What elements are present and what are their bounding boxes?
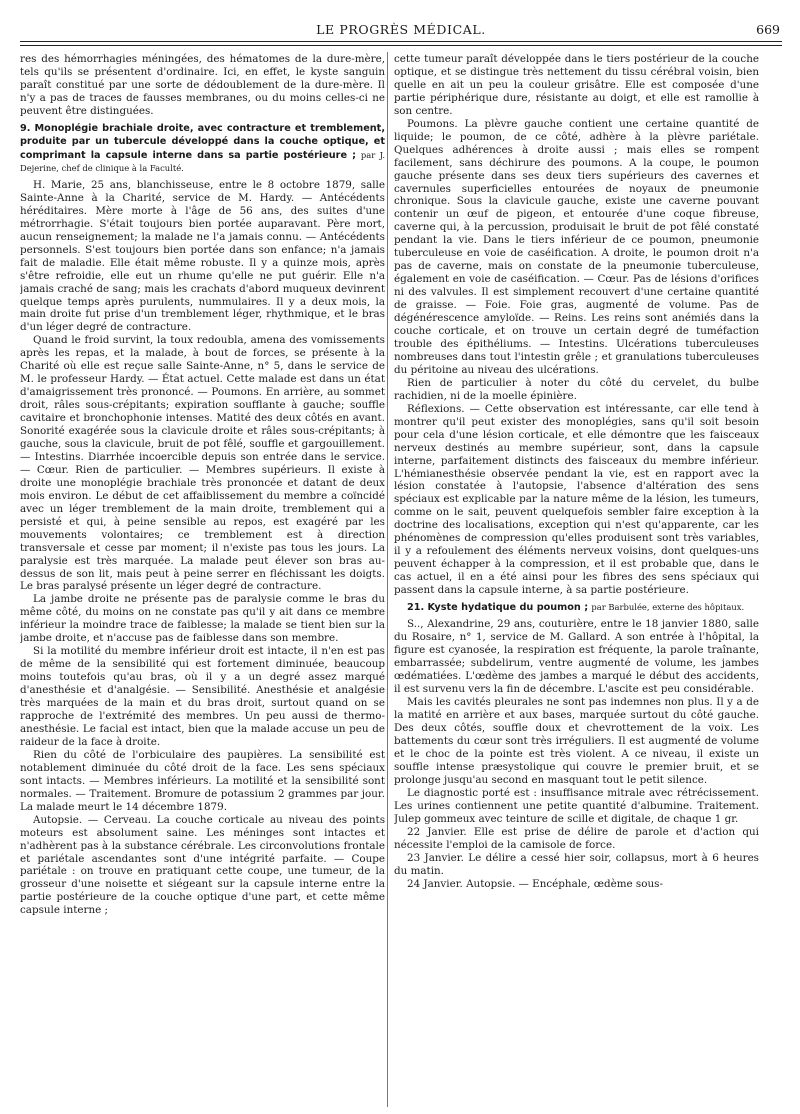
page-number: 669 [756,22,780,37]
section-byline: par J. Dejerine, chef de clinique à la Faculté. [20,149,385,173]
paragraph: Réflexions. — Cette observation est intéressante, car elle tend à montrer qu'il peut exister des monoplégies, sans qu'il soit besoin pour cela d'une lésion corticale, et elle démontre que les faisceaux nerveux destinés au membre supérieur, sont, dans la capsule interne, parfaitement distincts des faisceaux du membre inférieur. L'hémianesthésie observée pendant la vie, est en rapport avec la lésion constatée à l'autopsie, l'absence d'altération des sens spéciaux est explicable par la nature même de la lésion, les tumeurs, comme on le sait, peuvent quelquefois sembler faire exception à la doctrine des localisations, exception qui n'est qu'apparente, car les phénomènes de compression qu'elles produisent sont très variables, il y a refoulement des éléments nerveux voisins, dont quelques-uns peuvent échapper à la compression, et il est probable que, dans le cas actuel, il en a été ainsi pour les fibres des sens spéciaux qui passent dans la capsule interne, à sa partie postérieure. [394,402,759,597]
paragraph: H. Marie, 25 ans, blanchisseuse, entre le 8 octobre 1879, salle Sainte-Anne à la Charité, service de M. Hardy. — Antécédents héréditaires. Mère morte à l'âge de 56 ans, des suites d'une métrorrhagie. S'était toujours bien portée auparavant. Père mort, aucun renseignement; la malade ne l'a jamais connu. — Antécédents personnels. S'est toujours bien portée dans son enfance; n'a jamais fait de maladie. Elle était même robuste. Il y a quinze mois, après s'être refroidie, elle eut un rhume qu'elle ne put guérir. Elle n'a jamais craché de sang; mais les crachats d'abord muqueux devinrent quelque temps après purulents, nummulaires. Il y a deux mois, la main droite fut prise d'un tremblement léger, rhythmique, et le bras d'un léger degré de contracture. [20,178,385,334]
paragraph: Rien du côté de l'orbiculaire des paupières. La sensibilité est notablement diminuée du côté droit de la face. Les sens spéciaux sont intacts. — Membres inférieurs. La motilité et la sensibilité sont normales. — Traitement. Bromure de potassium 2 grammes par jour. La malade meurt le 14 décembre 1879. [20,748,385,813]
journal-title: LE PROGRÈS MÉDICAL. [316,22,486,37]
paragraph: Autopsie. — Cerveau. La couche corticale au niveau des points moteurs est absolument saine. Les méninges sont intactes et n'adhèrent pas à la substance cérébrale. Les circonvolutions frontale et pariétale ascendantes sont d'une intégrité parfaite. — Coupe pariétale : on trouve en pratiquant cette coupe, une tumeur, de la grosseur d'une noisette et siégeant sur la capsule interne entre la partie postérieure de la couche optique d'une part, et cette même capsule interne ; [20,813,385,917]
header-rule [20,41,782,42]
section-byline: par Barbulée, externe des hôpitaux. [591,602,745,613]
paragraph: S.., Alexandrine, 29 ans, couturière, entre le 18 janvier 1880, salle du Rosaire, n° 1, service de M. Gallard. A son entrée à l'hôpital, la figure est cyanosée, la respiration est fréquente, la parole traînante, embarrassée; subdelirum, ventre augmenté de volume, les jambes œdématiées. L'œdème des jambes a marqué le début des accidents, il est survenu vers la fin de décembre. L'ascite est peu considérable. [394,618,759,696]
right-column [394,53,759,1108]
paragraph: La jambe droite ne présente pas de paralysie comme le bras du même côté, du moins on ne constate pas qu'il y ait dans ce membre inférieur la moindre trace de faiblesse; la malade se tient bien sur la jambe droite, et n'accuse pas de faiblesse dans son membre. [20,593,385,645]
paragraph: Le diagnostic porté est : insuffisance mitrale avec rétrécissement. Les urines contiennent une petite quantité d'albumine. Traitement. Julep gommeux avec teinture de scille et digitale, de chaque 1 gr. [394,786,759,825]
paragraph: 24 Janvier. Autopsie. — Encéphale, œdème sous- [407,877,663,890]
paragraph: Rien de particulier à noter du côté du cervelet, du bulbe rachidien, ni de la moelle épinière. [394,376,759,402]
running-header [20,22,782,42]
left-column [20,53,385,1108]
section-heading [20,122,385,175]
header-rule-thin [20,45,782,46]
paragraph: Poumons. La plèvre gauche contient une certaine quantité de liquide; le poumon, de ce côté, adhère à la plèvre pariétale. Quelques adhérences à droite aussi ; mais elles se rompent facilement, sans déchirure des poumons. A la coupe, le poumon gauche présente dans ses deux tiers supérieurs des cavernes et cavernules superficielles entourées de noyaux de pneumonie chronique. Sous la clavicule gauche, existe une caverne pouvant contenir un œuf de pigeon, et entourée d'une coque fibreuse, caverne qui, à la percussion, produisait le bruit de pot fêlé constaté pendant la vie. Dans le tiers inférieur de ce poumon, pneumonie tuberculeuse en voie de caséification. A droite, le poumon droit n'a pas de caverne, mais on constate de la pneumonie tuberculeuse, également en voie de caséification. — Cœur. Pas de lésions d'orifices ni des valvules. Il est simplement recouvert d'une certaine quantité de graisse. — Foie. Foie gras, augmenté de volume. Pas de dégénérescence amyloïde. — Reins. Les reins sont anémiés dans la couche corticale, et on trouve un certain degré de tuméfaction trouble des épithéliums. — Intestins. Ulcérations tuberculeuses nombreuses dans tout l'intestin grêle ; et granulations tuberculeuses du péritoine au niveau des ulcérations. [394,117,759,376]
section-title: 21. Kyste hydatique du poumon ; [407,602,589,614]
paragraph: res des hémorrhagies méningées, des hématomes de la dure-mère, tels qu'ils se présentent d'ordinaire. Ici, en effet, le kyste sanguin paraît constitué par une sorte de dédoublement de la dure-mère. Il n'y a pas de traces de fausses membranes, ou du moins celles-ci ne peuvent être distinguées. [20,53,385,117]
paragraph: Si la motilité du membre inférieur droit est intacte, il n'en est pas de même de la sensibilité qui est fortement diminuée, beaucoup moins toutefois qu'au bras, où il y a un degré assez marqué d'anesthésie et d'analgésie. — Sensibilité. Anesthésie et analgésie très marquées de la main et du bras droit, surtout quand on se rapproche de l'extrémité des membres. Un peu aussi de thermo-anesthésie. Le facial est intact, bien que la malade accuse un peu de raideur de la face à droite. [20,645,385,748]
paragraph: cette tumeur paraît développée dans le tiers postérieur de la couche optique, et se distingue très nettement du tissu cérébral voisin, bien quelle en ait un peu la couleur grisâtre. Elle est composée d'une partie périphérique dure, résistante au doigt, et elle est ramollie à son centre. [394,53,759,117]
paragraph: Mais les cavités pleurales ne sont pas indemnes non plus. Il y a de la matité en arrière et aux bases, marquée surtout du côté gauche. Des deux côtés, souffle doux et chevrottement de la voix. Les battements du cœur sont très irréguliers. Il est augmenté de volume et le choc de la pointe est très violent. A ce niveau, il existe un souffle intense præsystolique qui couvre le premier bruit, et se prolonge jusqu'au second en masquant tout le petit silence. [394,696,759,786]
section-heading [394,601,759,614]
paragraph: 22 Janvier. Elle est prise de délire de parole et d'action qui nécessite l'emploi de la camisole de force. [394,825,759,851]
paragraph: 23 Janvier. Le délire a cessé hier soir, collapsus, mort à 6 heures du matin. [394,851,759,877]
section-title: 9. Monoplégie brachiale droite, avec contracture et tremblement, produite par un tubercule développé dans la couche optique, et comprimant la capsule interne dans sa partie postérieure ; [20,122,385,161]
column-divider [387,52,388,1107]
paragraph: Quand le froid survint, la toux redoubla, amena des vomissements après les repas, et la malade, à bout de forces, se présente à la Charité où elle est reçue salle Sainte-Anne, n° 5, dans le service de M. le professeur Hardy. — État actuel. Cette malade est dans un état d'amaigrissement très prononcé. — Poumons. En arrière, au sommet droit, râles sous-crépitants; expiration soufflante à gauche; souffle cavitaire et bronchophonie intenses. Matité des deux côtés en avant. Sonorité exagérée sous la clavicule droite et râles sous-crépitants; à gauche, sous la clavicule, bruit de pot fêlé, souffle et gargouillement. — Intestins. Diarrhée incoercible depuis son entrée dans le service. — Cœur. Rien de particulier. — Membres supérieurs. Il existe à droite une monoplégie brachiale très prononcée et datant de deux mois environ. Le début de cet affaiblissement du membre a coïncidé avec un léger tremblement de la main droite, tremblement qui a persisté et qui, à peine sensible au repos, est exagéré par les mouvements volontaires; ce tremblement est à direction transversale et cesse par moment; il n'existe pas tous les jours. La paralysie est très marquée. La malade peut élever son bras au-dessus de son lit, mais peut à peine serrer en fléchissant les doigts. Le bras paralysé présente un léger degré de contracture. [20,334,385,593]
